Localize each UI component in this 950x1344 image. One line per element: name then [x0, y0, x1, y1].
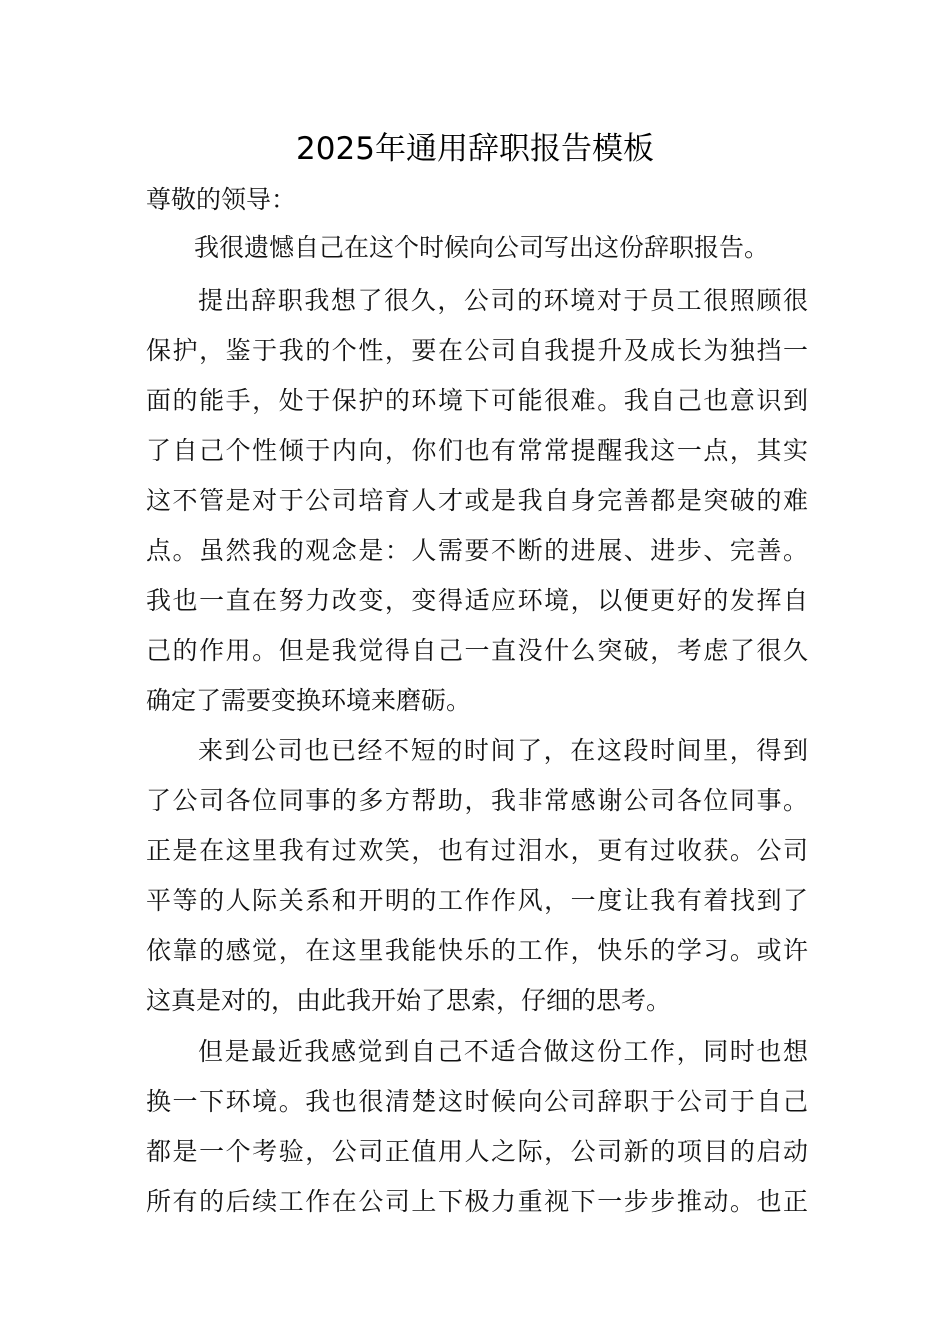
paragraph-line: 点。虽然我的观念是：人需要不断的进展、进步、完善。: [146, 536, 808, 565]
paragraph-line: 了自己个性倾于内向，你们也有常常提醒我这一点，其实: [146, 436, 808, 465]
document-title: 2025年通用辞职报告模板: [296, 131, 654, 167]
paragraph-line: 都是一个考验，公司正值用人之际，公司新的项目的启动: [146, 1137, 808, 1166]
paragraph-line: 保护，鉴于我的个性，要在公司自我提升及成长为独挡一: [146, 336, 808, 365]
paragraph-line: 但是最近我感觉到自己不适合做这份工作，同时也想: [198, 1037, 808, 1066]
paragraph-line: 换一下环境。我也很清楚这时候向公司辞职于公司于自己: [146, 1087, 808, 1116]
paragraph-line: 正是在这里我有过欢笑，也有过泪水，更有过收获。公司: [146, 836, 808, 865]
paragraph-line: 这不管是对于公司培育人才或是我自身完善都是突破的难: [146, 486, 808, 515]
paragraph-line: 依靠的感觉，在这里我能快乐的工作，快乐的学习。或许: [146, 936, 808, 965]
salutation: 尊敬的领导：: [146, 185, 297, 214]
paragraph-line: 来到公司也已经不短的时间了，在这段时间里，得到: [198, 736, 808, 765]
paragraph-line: 我很遗憾自己在这个时候向公司写出这份辞职报告。: [194, 233, 770, 262]
paragraph-line: 确定了需要变换环境来磨砺。: [146, 686, 472, 715]
paragraph-line: 平等的人际关系和开明的工作作风，一度让我有着找到了: [146, 886, 808, 915]
paragraph-line: 所有的后续工作在公司上下极力重视下一步步推动。也正: [146, 1187, 808, 1216]
paragraph-line: 面的能手，处于保护的环境下可能很难。我自己也意识到: [146, 386, 808, 415]
paragraph-line: 这真是对的，由此我开始了思索，仔细的思考。: [146, 986, 672, 1015]
paragraph-line: 提出辞职我想了很久，公司的环境对于员工很照顾很: [198, 286, 808, 315]
paragraph-line: 己的作用。但是我觉得自己一直没什么突破，考虑了很久: [146, 636, 808, 665]
paragraph-line: 了公司各位同事的多方帮助，我非常感谢公司各位同事。: [146, 786, 808, 815]
paragraph-line: 我也一直在努力改变，变得适应环境，以便更好的发挥自: [146, 586, 808, 615]
